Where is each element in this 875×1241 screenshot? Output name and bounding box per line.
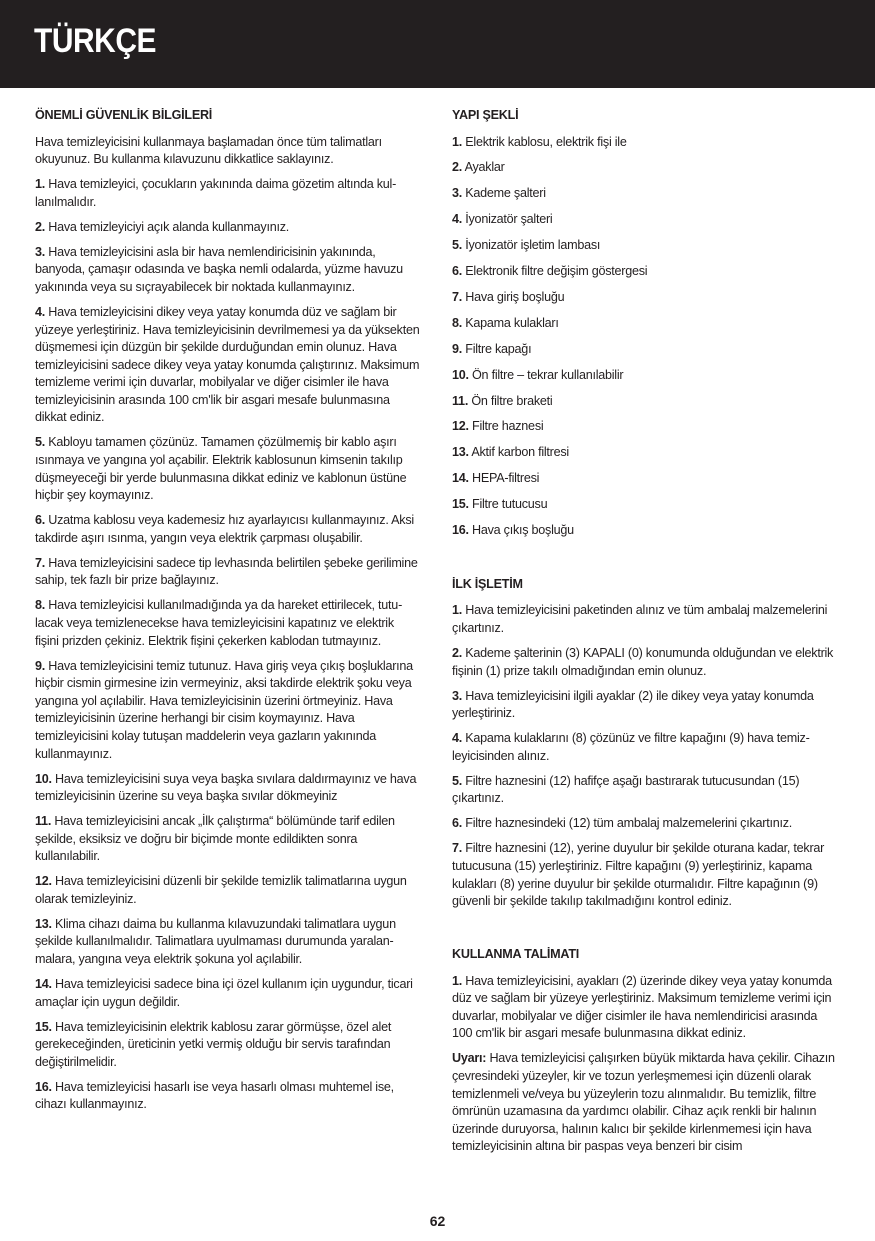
item-text: Hava temizleyicisini suya veya başka sıvılara daldırmayınız ve hava temizleyicisinin üzerine su veya başka sıvılar dökmeyiniz xyxy=(35,771,417,804)
item-number: 11. xyxy=(35,814,52,829)
list-item xyxy=(35,771,420,806)
list-item xyxy=(452,773,840,808)
item-text: Hava temizleyicisini sadece tip levhasında belirtilen şebeke gerilimine sahip, tek fazlı bir prize bağlayınız. xyxy=(35,555,418,588)
item-text: Filtre kapağı xyxy=(465,341,532,356)
item-text: Kademe şalterinin (3) KAPALI (0) konumunda olduğundan ve elektrik fişinin (1) prize takılı olmadığından emin olunuz. xyxy=(452,646,834,678)
right-column xyxy=(452,107,840,1163)
item-number: 2. xyxy=(452,160,463,175)
list-item xyxy=(452,134,840,160)
safety-list xyxy=(35,176,420,1114)
item-number: 13. xyxy=(35,916,52,931)
item-text: Uzatma kablosu veya kademesiz hız ayarlayıcısı kullanmayınız. Aksi takdirde aşırı ısınma, yangın veya elektrik çarpması oluşabilir. xyxy=(35,513,414,545)
list-item xyxy=(35,597,420,650)
list-item xyxy=(452,522,840,548)
item-number: 14. xyxy=(35,977,52,991)
item-number: 1. xyxy=(452,134,463,149)
list-item xyxy=(35,916,420,969)
item-number: 7. xyxy=(35,555,46,570)
item-number: Uyarı: xyxy=(452,1051,487,1066)
list-item xyxy=(452,393,840,419)
item-text: Filtre haznesini (12), yerine duyulur bir şekilde oturana kadar, tekrar tutucusuna (15) yerleştiriniz. Filtre kapağını (9) yerleştiriniz, kapama kulakları (8) yerine duyulur bir şekilde oturmalıdır. Filtre kapağının (9) güvenli bir şekilde takılıp takılmadığını kontrol ediniz. xyxy=(452,841,825,909)
item-text: Hava temizleyicisini ancak „İlk çalıştırma“ bölümünde tarif edilen şekilde, eksiksiz ve doğru bir biçimde monte edildikten sonra kullanılabilir. xyxy=(35,814,395,864)
item-number: 5. xyxy=(452,238,463,253)
safety-intro: Hava temizleyicisini kullanmaya başlamadan önce tüm talimatları okuyunuz. Bu kullanma kılavuzunu dikkatlice saklayınız. xyxy=(35,134,382,167)
item-text: Filtre haznesi xyxy=(472,419,544,434)
structure-heading: YAPI ŞEKLİ xyxy=(452,108,519,122)
list-item xyxy=(35,434,420,504)
item-number: 1. xyxy=(452,603,463,618)
list-item xyxy=(452,730,840,765)
list-item xyxy=(452,688,840,723)
item-text: Kademe şalteri xyxy=(465,186,546,201)
list-item xyxy=(452,185,840,211)
item-number: 4. xyxy=(35,304,46,319)
list-item xyxy=(452,840,840,910)
item-number: 4. xyxy=(452,731,463,746)
item-number: 14. xyxy=(452,471,469,486)
item-text: Ön filtre braketi xyxy=(471,393,553,408)
list-item xyxy=(35,813,420,866)
header-bar xyxy=(0,0,875,88)
list-item xyxy=(452,418,840,444)
list-item xyxy=(452,211,840,237)
list-item xyxy=(452,973,840,1043)
item-text: Filtre haznesindeki (12) tüm ambalaj malzemelerini çıkartınız. xyxy=(465,816,793,831)
list-item xyxy=(452,315,840,341)
list-item xyxy=(452,159,840,185)
item-number: 6. xyxy=(35,513,46,528)
item-text: Hava temizleyicisini dikey veya yatay konumda düz ve sağlam bir yüzeye yerleştiriniz. Hava temizleyicisinin devrilmemesi ya da yüksekten düşmemesi için düzgün bir şekilde durduğundan emin olunuz. Hava temizleyicisini sadece dikey veya yatay konumda çalıştırınız. Maksimum temizleme verimi için duvarlar, mobilyalar ve diğer cisimler ile hava temizleyicisinin arasında 100 cm'lik bir asgari mesafe bulunmasına dikkat ediniz. xyxy=(35,304,420,425)
list-item xyxy=(452,367,840,393)
list-item xyxy=(452,341,840,367)
list-item xyxy=(452,289,840,315)
item-number: 5. xyxy=(35,435,46,450)
item-text: Hava temizleyicisi kullanılmadığında ya da hareket ettirilecek, tutulacak veya temizlenecekse hava temizleyicisini kapatınız ve elektrik fişini prizden çekiniz. Elektrik fişini çekerken kablodan tutmayınız. xyxy=(35,598,403,648)
item-text: Hava temizleyicisinin elektrik kablosu zarar görmüşse, özel alet gerekeceğinden, üreticinin yetki vermiş olduğu bir servis tarafından değiştirilmelidir. xyxy=(35,1019,392,1069)
page-number: 62 xyxy=(429,1213,446,1229)
safety-heading: ÖNEMLİ GÜVENLİK BİLGİLERİ xyxy=(35,108,213,122)
item-text: Aktif karbon filtresi xyxy=(471,445,569,460)
list-item xyxy=(35,304,420,427)
item-text: Elektrik kablosu, elektrik fişi ile xyxy=(465,134,627,149)
item-number: 15. xyxy=(452,497,469,512)
item-number: 11. xyxy=(452,393,469,408)
item-number: 12. xyxy=(452,419,469,434)
item-number: 4. xyxy=(452,212,463,227)
item-text: Hava temizleyicisini ilgili ayaklar (2) ile dikey veya yatay konumda yerleştiriniz. xyxy=(452,688,814,721)
item-number: 9. xyxy=(35,658,46,673)
item-number: 15. xyxy=(35,1019,52,1034)
item-text: Ön filtre – tekrar kullanılabilir xyxy=(472,367,624,382)
list-item xyxy=(35,976,420,1011)
left-column xyxy=(35,107,420,1121)
item-text: Filtre haznesini (12) hafifçe aşağı bastırarak tutucusundan (15) çıkartınız. xyxy=(452,773,800,806)
list-item xyxy=(35,512,420,547)
item-text: Hava çıkış boşluğu xyxy=(472,522,574,537)
list-item xyxy=(452,496,840,522)
item-number: 9. xyxy=(452,341,463,356)
item-text: Klima cihazı daima bu kullanma kılavuzundaki talimatlara uygun şekilde kullanılmalıdır. Talimatlara uyulmaması durumunda yaralanmalara, yangına veya elektrik şokuna yol açılabilir. xyxy=(35,916,396,967)
list-item xyxy=(35,555,420,590)
item-text: Hava temizleyicisi çalışırken büyük miktarda hava çekilir. Cihazın çevresindeki yüzeyler, kir ve tozun yerleşmemesi için düzenli olarak temizlenmeli ve/veya bu yüzeylerin tozu alınmalıdır. Bu temizlik, filtre ömrünün uzamasına da yardımcı olabilir. Cihaz açık renkli bir halının üzerinde duruyorsa, halının kalıcı bir şekilde kirlenmemesi için hava temizleyicisinin altına bir paspas veya benzeri bir cisim xyxy=(452,1051,835,1154)
first-use-heading: İLK İŞLETİM xyxy=(452,576,523,591)
list-item xyxy=(35,658,420,764)
item-text: Hava temizleyicisi sadece bina içi özel kullanım için uygundur, ticari amaçlar için uygun değildir. xyxy=(35,977,413,1009)
list-item xyxy=(452,1050,840,1156)
item-number: 3. xyxy=(35,244,46,259)
item-number: 8. xyxy=(452,315,463,330)
usage-heading: KULLANMA TALİMATI xyxy=(452,947,580,962)
item-text: Filtre tutucusu xyxy=(472,497,548,512)
item-number: 16. xyxy=(35,1079,52,1094)
item-text: Kapama kulakları xyxy=(465,315,559,330)
usage-list xyxy=(452,973,840,1156)
item-number: 7. xyxy=(452,289,463,304)
item-number: 10. xyxy=(35,771,52,786)
item-text: İyonizatör şalteri xyxy=(465,212,553,227)
item-number: 10. xyxy=(452,367,469,382)
item-text: Kapama kulaklarını (8) çözünüz ve filtre kapağını (9) hava temizleyicisinden alınız. xyxy=(452,731,810,763)
item-text: Hava temizleyici, çocukların yakınında daima gözetim altında kullanılmalıdır. xyxy=(35,177,397,209)
list-item xyxy=(35,1019,420,1072)
item-number: 8. xyxy=(35,598,46,613)
item-number: 1. xyxy=(452,973,463,988)
item-number: 1. xyxy=(35,177,46,192)
list-item xyxy=(35,1079,420,1114)
item-number: 5. xyxy=(452,773,463,788)
item-number: 6. xyxy=(452,816,463,831)
item-text: Elektronik filtre değişim göstergesi xyxy=(465,264,648,279)
list-item xyxy=(35,873,420,908)
list-item xyxy=(452,602,840,637)
item-text: HEPA-filtresi xyxy=(472,471,540,486)
item-number: 2. xyxy=(452,646,463,661)
item-number: 13. xyxy=(452,445,469,460)
list-item xyxy=(452,237,840,263)
item-text: Hava temizleyiciyi açık alanda kullanmayınız. xyxy=(48,219,289,234)
item-text: Hava giriş boşluğu xyxy=(465,289,565,304)
list-item xyxy=(452,470,840,496)
item-number: 3. xyxy=(452,688,463,703)
item-number: 7. xyxy=(452,841,463,856)
list-item xyxy=(35,176,420,211)
item-text: Hava temizleyicisini paketinden alınız ve tüm ambalaj malzemelerini çıkartınız. xyxy=(452,603,828,636)
item-text: Hava temizleyicisini asla bir hava nemlendiricisinin yakınında, banyoda, çamaşır odasında ve başka nemli odalarda, yüzme havuzu yakınında veya su sıçrayabilecek bir noktada kullanmayınız. xyxy=(35,244,403,294)
list-item xyxy=(452,815,840,833)
list-item xyxy=(452,444,840,470)
item-number: 3. xyxy=(452,186,463,201)
item-text: İyonizatör işletim lambası xyxy=(465,238,601,253)
section-gap xyxy=(452,548,840,576)
structure-list xyxy=(452,134,840,548)
item-text: Hava temizleyicisini düzenli bir şekilde temizlik talimatlarına uygun olarak temizleyiniz. xyxy=(35,874,407,906)
item-text: Hava temizleyicisini temiz tutunuz. Hava giriş veya çıkış boşluklarına hiçbir cismin girmesine izin vermeyiniz, aksi takdirde elektrik şoku veya yangına yol açılabilir. Hava temizleyicisinin üzerini örtmeyiniz. Hava temizleyicisinin üzerine herhangi bir cisim koymayınız. Hava temizleyicisini kolay tutuşan maddelerin veya gazların yakınında kullanmayınız. xyxy=(35,658,413,761)
section-gap xyxy=(452,918,840,946)
first-use-list xyxy=(452,602,840,910)
item-number: 6. xyxy=(452,264,463,279)
item-number: 16. xyxy=(452,522,469,537)
item-text: Kabloyu tamamen çözünüz. Tamamen çözülmemiş bir kablo aşırı ısınmaya ve yangına yol açabilir. Elektrik kablosunun kimsenin takılıp düşmeyeceği bir yerde bulunmasına dikkat ediniz ve kablonun üstüne hiçbir şey koymayınız. xyxy=(35,435,407,503)
list-item xyxy=(452,645,840,680)
item-text: Hava temizleyicisi hasarlı ise veya hasarlı olması muhtemel ise, cihazı kullanmayınız. xyxy=(35,1079,394,1112)
item-text: Hava temizleyicisini, ayakları (2) üzerinde dikey veya yatay konumda düz ve sağlam bir yüzeye yerleştiriniz. Maksimum temizleme verimi için duvarlar, mobilyalar ve diğer cisimler ile hava nemlendiricisi arasında 100 cm'lik bir asgari mesafe bulunmasına dikkat ediniz. xyxy=(452,973,832,1041)
list-item xyxy=(35,219,420,237)
item-number: 12. xyxy=(35,874,52,889)
item-text: Ayaklar xyxy=(464,160,505,175)
page-language-title: TÜRKÇE xyxy=(34,22,157,60)
list-item xyxy=(452,263,840,289)
list-item xyxy=(35,244,420,297)
item-number: 2. xyxy=(35,219,46,234)
